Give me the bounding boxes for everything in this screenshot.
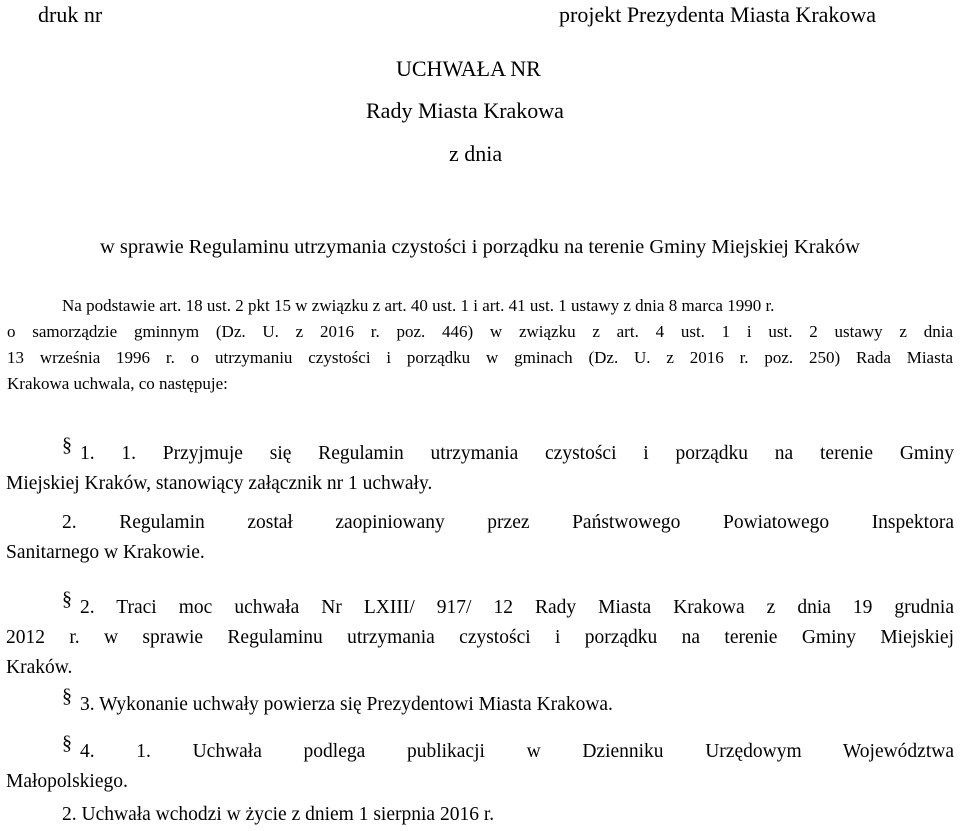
resolution-subject: w sprawie Regulaminu utrzymania czystości i porządku na terenie Gminy Miejskiej Kraków	[100, 236, 860, 258]
paragraph-4-line-1: 4. 1. Uchwała podlega publikacji w Dzienniku Urzędowym Województwa	[80, 741, 954, 762]
paragraph-1-line-2: Miejskiej Kraków, stanowiący załącznik nr 1 uchwały.	[6, 473, 433, 494]
paragraph-4-line-2: Małopolskiego.	[6, 771, 128, 792]
preamble-line-3: 13 września 1996 r. o utrzymaniu czystości i porządku w gminach (Dz. U. z 2016 r. poz. 250) Rada Miasta	[7, 348, 953, 367]
preamble-line-4: Krakowa uchwala, co następuje:	[7, 374, 228, 393]
paragraph-1-item-2-line-2: Sanitarnego w Krakowie.	[6, 542, 205, 563]
council-name: Rady Miasta Krakowa	[366, 98, 564, 123]
print-number-label: druk nr	[38, 2, 103, 27]
date-label: z dnia	[449, 141, 503, 166]
paragraph-1-item-2-line-1: 2. Regulamin został zaopiniowany przez Państwowego Powiatowego Inspektora	[62, 512, 954, 533]
paragraph-3-line-1: 3. Wykonanie uchwały powierza się Prezydentowi Miasta Krakowa.	[80, 694, 613, 715]
preamble-line-2: o samorządzie gminnym (Dz. U. z 2016 r. poz. 446) w związku z art. 4 ust. 1 i ust. 2 ustawy z dnia	[7, 322, 953, 341]
preamble-line-1: Na podstawie art. 18 ust. 2 pkt 15 w związku z art. 40 ust. 1 i art. 41 ust. 1 ustawy z dnia 8 marca 1990 r.	[62, 296, 775, 315]
section-sign: §	[62, 732, 72, 754]
section-sign: §	[62, 434, 72, 456]
section-sign: §	[62, 685, 72, 707]
project-author-label: projekt Prezydenta Miasta Krakowa	[559, 2, 877, 27]
paragraph-1-line-1: 1. 1. Przyjmuje się Regulamin utrzymania czystości i porządku na terenie Gminy	[80, 443, 954, 464]
resolution-title: UCHWAŁA NR	[396, 56, 541, 81]
paragraph-4-item-2-line-1: 2. Uchwała wchodzi w życie z dniem 1 sierpnia 2016 r.	[62, 804, 495, 825]
paragraph-2-line-2: 2012 r. w sprawie Regulaminu utrzymania czystości i porządku na terenie Gminy Miejskiej	[6, 627, 954, 648]
paragraph-2-line-1: 2. Traci moc uchwała Nr LXIII/ 917/ 12 Rady Miasta Krakowa z dnia 19 grudnia	[80, 597, 954, 618]
paragraph-2-line-3: Kraków.	[6, 657, 73, 678]
section-sign: §	[62, 588, 72, 610]
